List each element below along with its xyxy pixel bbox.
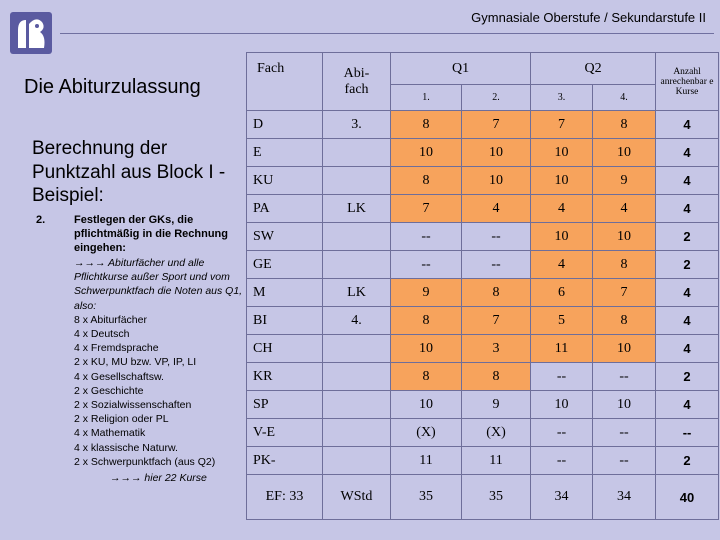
table-row — [247, 307, 719, 335]
slide-subtitle: Berechnung der Punktzahl aus Block I - Beispiel: — [32, 138, 226, 206]
grade-cell: 10 — [593, 223, 656, 251]
header-abifach: Abi- fach — [323, 53, 391, 111]
list-item: 2 x KU, MU bzw. VP, IP, LI — [74, 356, 197, 369]
grade-cell: 11 — [462, 447, 531, 475]
grade-cell: 10 — [531, 139, 593, 167]
grade-cell: -- — [462, 223, 531, 251]
grade-cell: 10 — [593, 335, 656, 363]
result-note: →→→ hier 22 Kurse — [110, 472, 207, 485]
table-row — [247, 363, 719, 391]
grade-cell: 9 — [593, 167, 656, 195]
abifach-cell — [323, 391, 391, 419]
subject-cell: V-E — [247, 419, 323, 447]
grade-cell: 8 — [391, 307, 462, 335]
total-cell: 4 — [656, 279, 719, 307]
arrow-note: →→→ Abiturfächer und alle Pflichtkurse außer Sport und vom Schwerpunktfach die Noten aus Q1, also: — [74, 257, 243, 312]
total-cell: -- — [656, 419, 719, 447]
total-cell: 4 — [656, 335, 719, 363]
subject-cell: D — [247, 111, 323, 139]
table-row — [247, 419, 719, 447]
list-item: 8 x Abiturfächer — [74, 313, 147, 326]
table-row — [247, 335, 719, 363]
header-sem-4: 4. — [593, 85, 656, 111]
grade-cell: 7 — [593, 279, 656, 307]
table-row — [247, 391, 719, 419]
subject-cell: SW — [247, 223, 323, 251]
header-divider — [60, 33, 714, 34]
abifach-cell: LK — [323, 195, 391, 223]
abifach-cell — [323, 251, 391, 279]
list-item: 4 x Gesellschaftsw. — [74, 370, 164, 383]
total-cell: 2 — [656, 223, 719, 251]
list-item: 2 x Schwerpunktfach (aus Q2) — [74, 455, 216, 468]
abifach-cell — [323, 167, 391, 195]
footer-sum-cell: 34 — [531, 475, 593, 520]
point-body — [74, 256, 244, 485]
header-sem-1: 1. — [391, 85, 462, 111]
grade-cell: (X) — [391, 419, 462, 447]
table-row — [247, 223, 719, 251]
grade-cell: 10 — [531, 391, 593, 419]
grade-cell: (X) — [462, 419, 531, 447]
grade-cell: 10 — [531, 167, 593, 195]
grade-cell: 4 — [593, 195, 656, 223]
total-cell: 2 — [656, 363, 719, 391]
abifach-cell — [323, 223, 391, 251]
subject-cell: PA — [247, 195, 323, 223]
subject-cell: M — [247, 279, 323, 307]
grade-cell: 10 — [462, 139, 531, 167]
grade-cell: 10 — [593, 139, 656, 167]
total-cell: 4 — [656, 391, 719, 419]
subject-cell: SP — [247, 391, 323, 419]
abifach-cell — [323, 447, 391, 475]
list-item: 2 x Sozialwissenschaften — [74, 399, 192, 412]
grade-cell: -- — [593, 363, 656, 391]
grade-cell: 7 — [462, 307, 531, 335]
header-sem-3: 3. — [531, 85, 593, 111]
grade-cell: 7 — [462, 111, 531, 139]
grade-cell: -- — [462, 251, 531, 279]
grade-cell: 8 — [391, 167, 462, 195]
total-cell: 2 — [656, 251, 719, 279]
grade-cell: 10 — [391, 335, 462, 363]
grade-cell: 8 — [391, 363, 462, 391]
grade-cell: 10 — [593, 391, 656, 419]
abifach-cell — [323, 419, 391, 447]
grade-cell: 9 — [391, 279, 462, 307]
list-item: 4 x Deutsch — [74, 328, 130, 341]
grade-cell: 3 — [462, 335, 531, 363]
grade-cell: 8 — [462, 279, 531, 307]
grade-cell: 10 — [391, 139, 462, 167]
grade-cell: -- — [531, 363, 593, 391]
grade-cell: -- — [531, 419, 593, 447]
grade-cell: -- — [593, 447, 656, 475]
header-title: Gymnasiale Oberstufe / Sekundarstufe II — [471, 10, 706, 25]
grade-cell: 8 — [593, 307, 656, 335]
header-q2: Q2 — [531, 53, 656, 85]
header-sem-2: 2. — [462, 85, 531, 111]
footer-sum-cell: 34 — [593, 475, 656, 520]
footer-abi-cell: WStd — [323, 475, 391, 520]
list-item: 4 x Mathematik — [74, 427, 146, 440]
grade-cell: -- — [531, 447, 593, 475]
grade-cell: 10 — [391, 391, 462, 419]
grade-cell: 10 — [462, 167, 531, 195]
grade-cell: 11 — [391, 447, 462, 475]
grade-cell: 4 — [462, 195, 531, 223]
abifach-cell: LK — [323, 279, 391, 307]
grade-cell: -- — [391, 251, 462, 279]
grade-cell: 4 — [531, 195, 593, 223]
subject-cell: E — [247, 139, 323, 167]
grade-cell: 7 — [391, 195, 462, 223]
grade-cell: 10 — [531, 223, 593, 251]
table-footer-row — [247, 475, 719, 520]
grade-cell: 8 — [593, 111, 656, 139]
point-heading: Festlegen der GKs, die pflichtmäßig in die Rechnung eingehen: — [74, 214, 228, 254]
table-row — [247, 139, 719, 167]
header-anzahl: Anzahl anrechenbar e Kurse — [656, 53, 719, 111]
footer-fach-cell: EF: 33 — [247, 475, 323, 520]
total-cell: 4 — [656, 111, 719, 139]
grade-cell: 4 — [531, 251, 593, 279]
grade-cell: 7 — [531, 111, 593, 139]
grade-cell: 8 — [462, 363, 531, 391]
subject-cell: BI — [247, 307, 323, 335]
grade-cell: 5 — [531, 307, 593, 335]
table-row — [247, 195, 719, 223]
abifach-cell: 4. — [323, 307, 391, 335]
subject-cell: PK- — [247, 447, 323, 475]
header-fach: Fach — [247, 53, 323, 111]
abifach-cell — [323, 363, 391, 391]
total-cell: 4 — [656, 195, 719, 223]
total-cell: 4 — [656, 167, 719, 195]
header-q1: Q1 — [391, 53, 531, 85]
grade-cell: 8 — [391, 111, 462, 139]
list-item: 4 x klassische Naturw. — [74, 441, 178, 454]
subject-cell: CH — [247, 335, 323, 363]
table-row — [247, 251, 719, 279]
table-row — [247, 167, 719, 195]
footer-total-cell: 40 — [656, 475, 719, 520]
grade-cell: -- — [593, 419, 656, 447]
total-cell: 4 — [656, 307, 719, 335]
list-item: 4 x Fremdsprache — [74, 342, 159, 355]
grades-table — [246, 52, 719, 520]
grade-cell: 9 — [462, 391, 531, 419]
abifach-cell — [323, 335, 391, 363]
school-logo-icon — [10, 12, 52, 54]
slide-title: Die Abiturzulassung — [24, 76, 201, 98]
list-item: 2 x Geschichte — [74, 384, 144, 397]
subject-cell: KU — [247, 167, 323, 195]
grade-cell: 8 — [593, 251, 656, 279]
abifach-cell — [323, 139, 391, 167]
subject-cell: GE — [247, 251, 323, 279]
grade-cell: 6 — [531, 279, 593, 307]
table-row — [247, 447, 719, 475]
total-cell: 2 — [656, 447, 719, 475]
table-row — [247, 279, 719, 307]
footer-sum-cell: 35 — [391, 475, 462, 520]
grade-cell: 11 — [531, 335, 593, 363]
grade-cell: -- — [391, 223, 462, 251]
subject-cell: KR — [247, 363, 323, 391]
total-cell: 4 — [656, 139, 719, 167]
point-number: 2. — [36, 214, 46, 226]
abifach-cell: 3. — [323, 111, 391, 139]
list-item: 2 x Religion oder PL — [74, 413, 169, 426]
table-row — [247, 111, 719, 139]
footer-sum-cell: 35 — [462, 475, 531, 520]
